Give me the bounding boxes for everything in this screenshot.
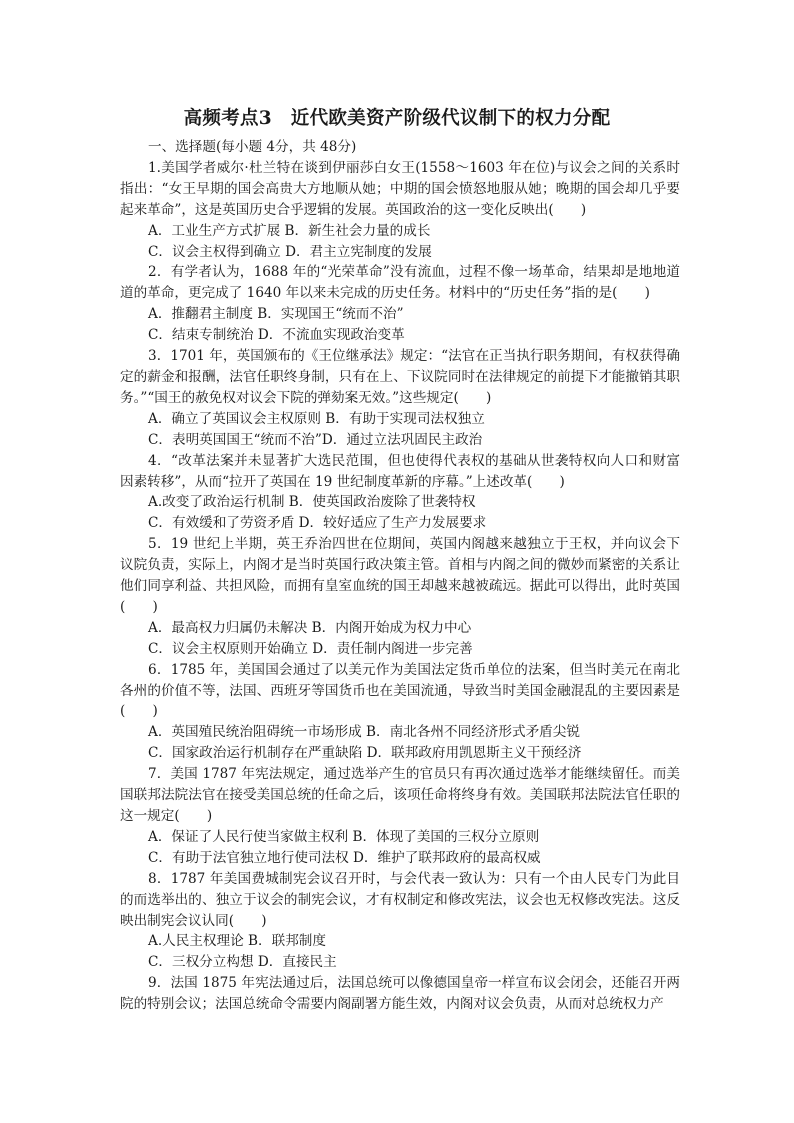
question-option: A.改变了政治运行机制 B．使英国政治废除了世袭特权 xyxy=(148,494,476,511)
question-option: C．三权分立构想 D．直接民主 xyxy=(148,954,337,971)
question-stem: 1.美国学者威尔·杜兰特在谈到伊丽莎白女王(1558～1603 年在位)与议会之间的关系时指出：“女王早期的国会高贵大方地顺从她；中期的国会愤怒地服从她；晚期的国会却几乎要起来革命”，这是英国历史合乎逻辑的发展。英国政治的这一变化反映出( ) xyxy=(120,159,680,218)
question-option: A．确立了英国议会主权原则 B．有助于实现司法权独立 xyxy=(148,410,485,427)
question-stem: 5．19 世纪上半期，英王乔治四世在位期间，英国内阁越来越独立于王权，并向议会下议院负责，实际上，内阁才是当时英国行政决策主管。首相与内阁之间的微妙而紧密的关系让他们同享利益、共担风险，而拥有皇室血统的国王却越来越被疏远。据此可以得出，此时英国( ) xyxy=(120,536,680,615)
section-heading: 一、选择题(每小题 4分，共 48分) xyxy=(148,139,357,155)
question-option: C．有助于法官独立地行使司法权 D．维护了联邦政府的最高权威 xyxy=(148,849,541,866)
question-stem: 6．1785 年，美国国会通过了以美元作为美国法定货币单位的法案，但当时美元在南北各州的价值不等，法国、西班牙等国货币也在美国流通，导致当时美国金融混乱的主要因素是( ) xyxy=(120,661,680,720)
question-option: C．议会主权得到确立 D．君主立宪制度的发展 xyxy=(148,243,432,260)
question-option: A．推翻君主制度 B．实现国王“统而不治” xyxy=(148,306,404,323)
question-option: C．表明英国国王“统而不治”D．通过立法巩固民主政治 xyxy=(148,431,483,448)
question-option: A.人民主权理论 B．联邦制度 xyxy=(148,933,326,950)
question-stem: 7．美国 1787 年宪法规定，通过选举产生的官员只有再次通过选举才能继续留任。而美国联邦法院法官在接受美国总统的任命之后，该项任命将终身有效。美国联邦法院法官任职的这一规定( ) xyxy=(120,766,680,824)
question-stem: 2．有学者认为，1688 年的“光荣革命”没有流血，过程不像一场革命，结果却是地地道道的革命，更完成了 1640 年以来未完成的历史任务。材料中的“历史任务”指的是( ) xyxy=(120,264,680,302)
question-stem: 3．1701 年，英国颁布的《王位继承法》规定：“法官在正当执行职务期间，有权获得确定的薪金和报酬，法官任职终身制，只有在上、下议院同时在法律规定的前提下才能撤销其职务。”“国王的赦免权对议会下院的弹劾案无效。”这些规定( ) xyxy=(120,348,680,406)
question-stem: 8．1787 年美国费城制宪会议召开时，与会代表一致认为：只有一个由人民专门为此目的而选举出的、独立于议会的制宪会议，才有权制定和修改宪法，议会也无权修改宪法。这反映出制宪会议认同( ) xyxy=(120,870,680,929)
question-option: A．保证了人民行使当家做主权利 B．体现了美国的三权分立原则 xyxy=(148,828,540,845)
question-stem: 4．“改革法案并未显著扩大选民范围，但也使得代表权的基础从世袭特权向人口和财富因素转移”，从而“拉开了英国在 19 世纪制度革新的序幕。”上述改革( ) xyxy=(120,452,680,490)
page-title: 高频考点3 近代欧美资产阶级代议制下的权力分配 xyxy=(183,108,611,129)
question-option: C．结束专制统治 D．不流血实现政治变革 xyxy=(148,327,405,344)
question-option: A．最高权力归属仍未解决 B．内阁开始成为权力中心 xyxy=(148,619,472,636)
question-stem: 9．法国 1875 年宪法通过后，法国总统可以像德国皇帝一样宣布议会闭会，还能召开两院的特别会议；法国总统命令需要内阁副署方能生效，内阁对议会负责，从而对总统权力产 xyxy=(120,975,680,1013)
question-option: A．工业生产方式扩展 B．新生社会力量的成长 xyxy=(148,222,431,239)
question-option: C．有效缓和了劳资矛盾 D．较好适应了生产力发展要求 xyxy=(148,515,487,532)
question-option: A．英国殖民统治阻碍统一市场形成 B．南北各州不同经济形式矛盾尖锐 xyxy=(148,724,580,741)
question-option: C．议会主权原则开始确立 D．责任制内阁进一步完善 xyxy=(148,640,473,657)
question-list xyxy=(120,137,680,1015)
question-option: C．国家政治运行机制存在严重缺陷 D．联邦政府用凯恩斯主义干预经济 xyxy=(148,745,582,762)
